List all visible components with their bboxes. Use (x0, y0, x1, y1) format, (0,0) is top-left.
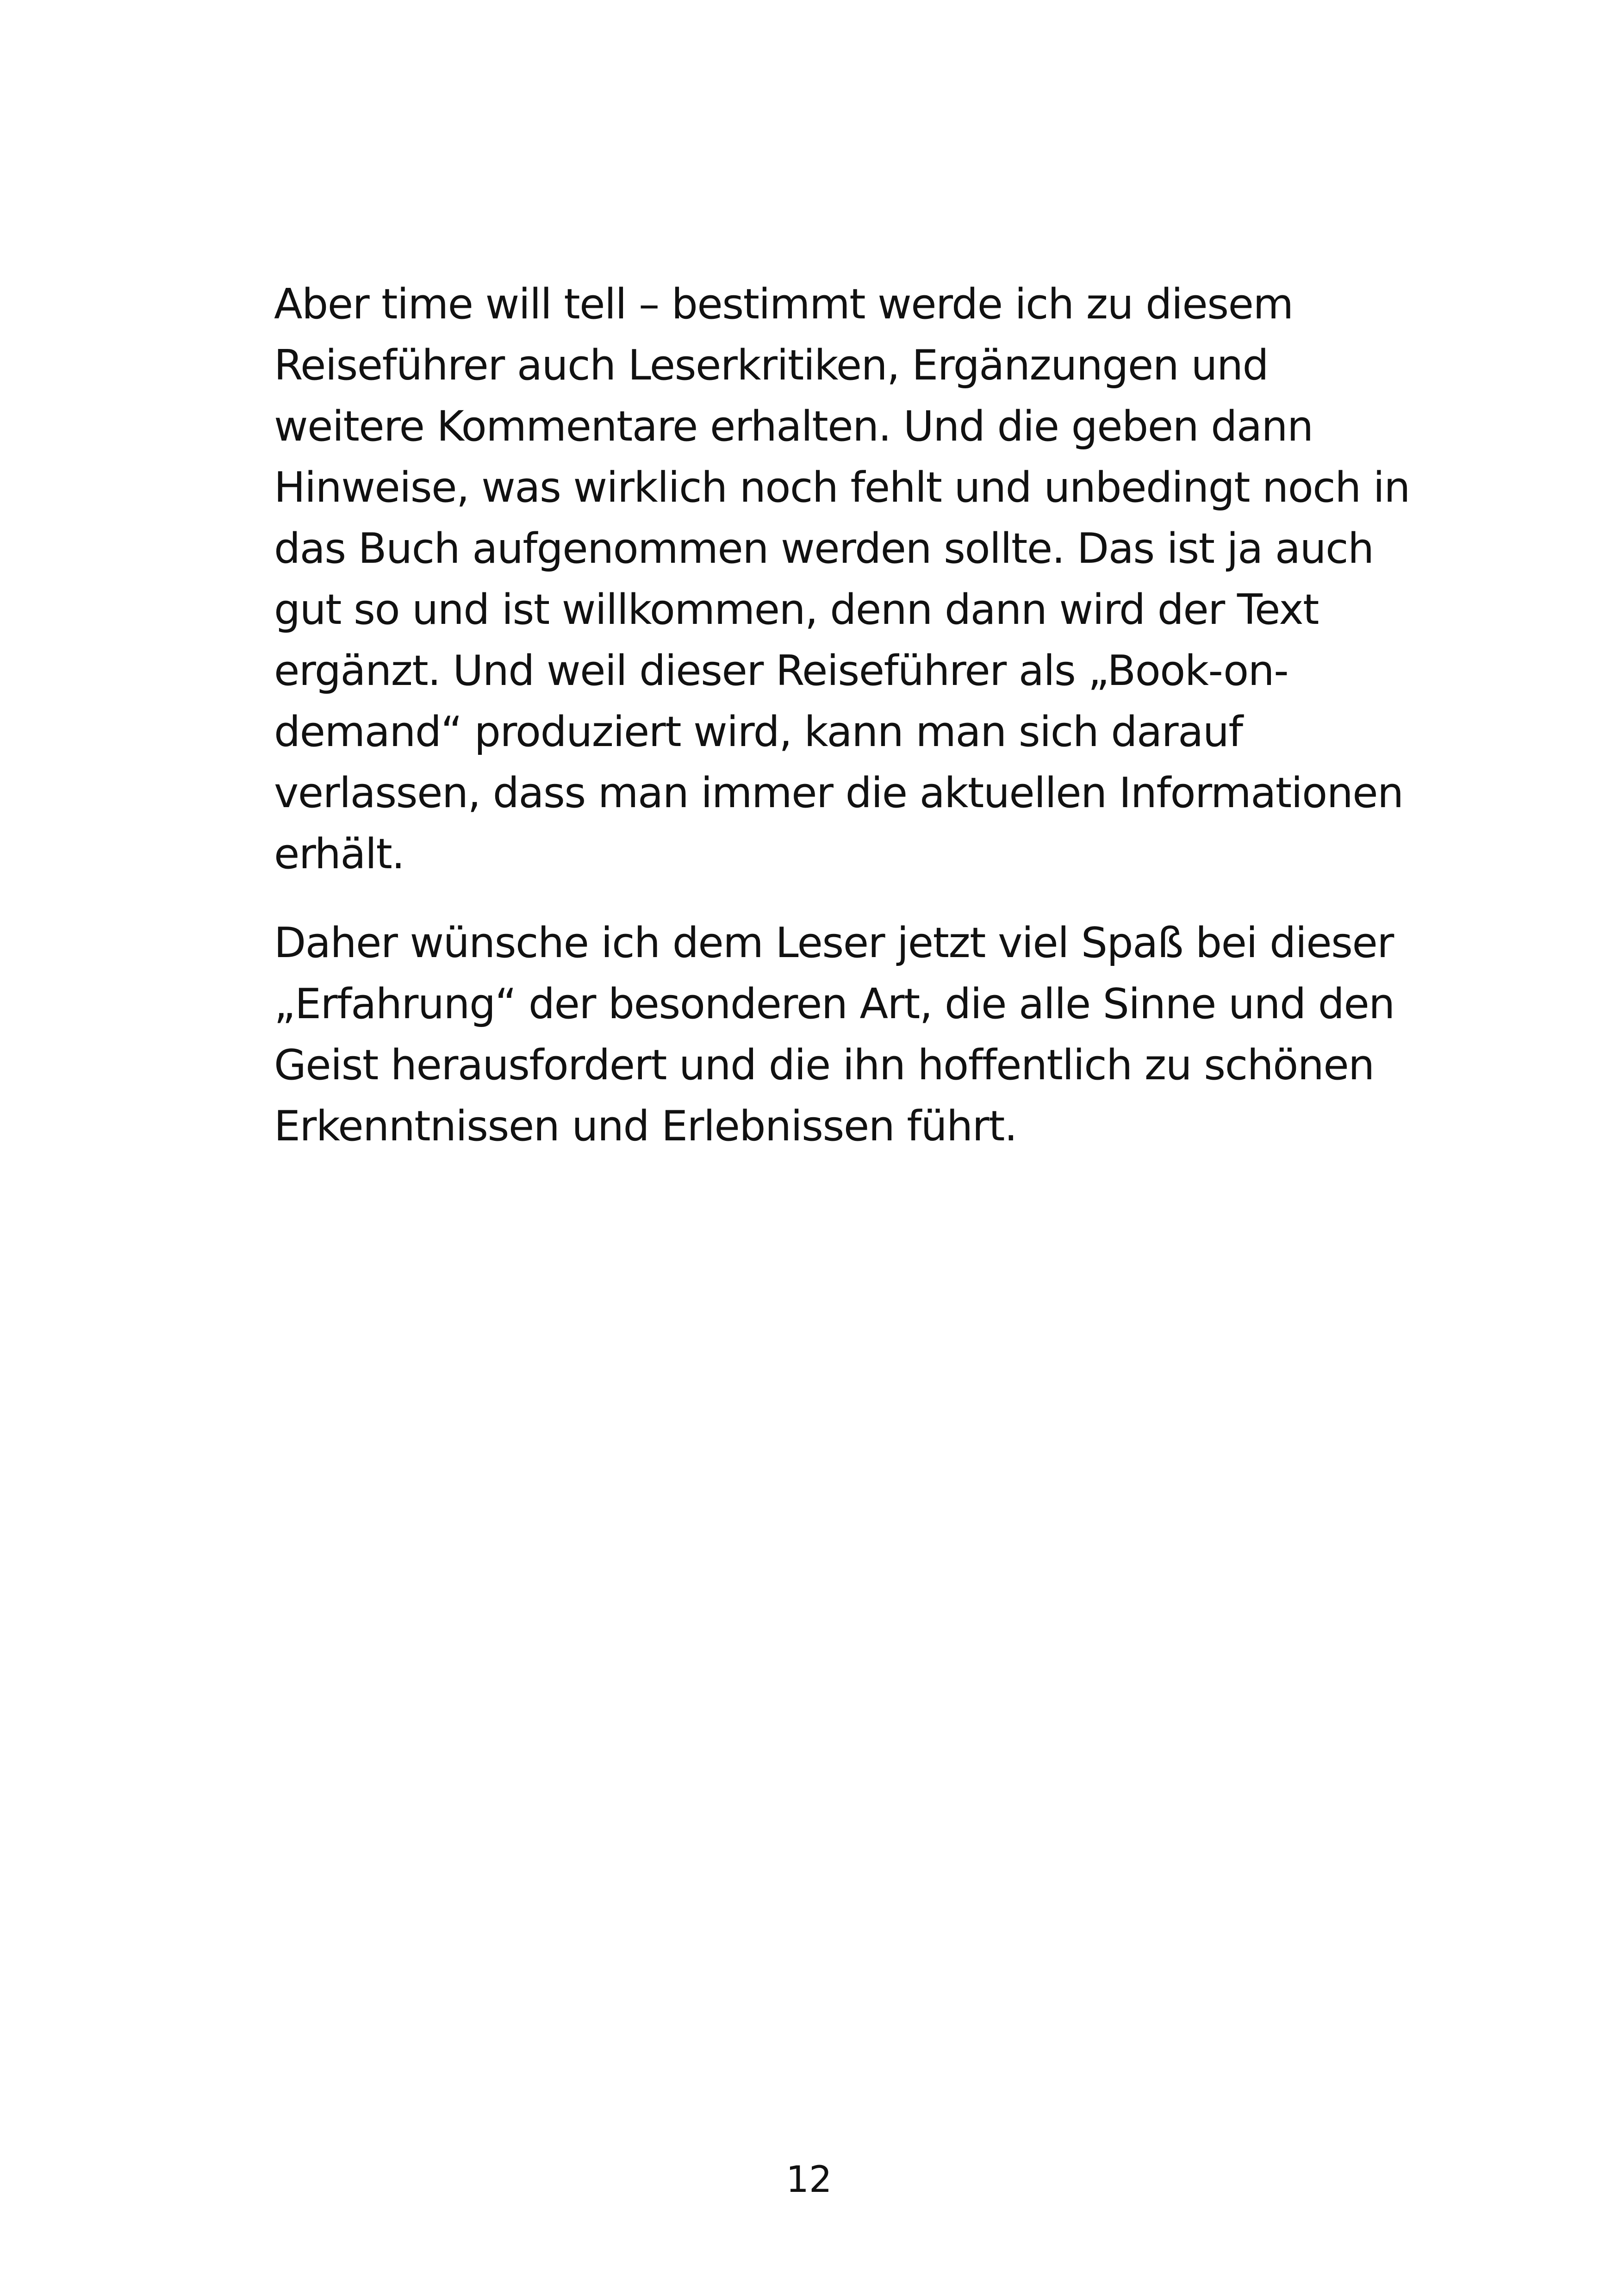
page-number: 12 (786, 2159, 832, 2201)
body-text (274, 274, 1410, 1157)
text-line: weitere Kommentare erhalten. Und die geben dann (274, 402, 1313, 451)
text-line: Geist herausfordert und die ihn hoffentlich zu schönen (274, 1041, 1374, 1089)
text-line: Reiseführer auch Leserkritiken, Ergänzungen und (274, 341, 1269, 390)
text-line: ergänzt. Und weil dieser Reiseführer als „Book-on- (274, 647, 1288, 695)
paragraph-1 (274, 274, 1410, 885)
text-line: erhält. (274, 830, 404, 878)
text-line: das Buch aufgenommen werden sollte. Das ist ja auch (274, 524, 1374, 573)
text-line: „Erfahrung“ der besonderen Art, die alle Sinne und den (274, 980, 1394, 1028)
text-line: Erkenntnissen und Erlebnissen führt. (274, 1102, 1017, 1151)
text-line: Hinweise, was wirklich noch fehlt und unbedingt noch in (274, 463, 1410, 512)
text-line: Daher wünsche ich dem Leser jetzt viel Spaß bei dieser (274, 919, 1394, 967)
text-line: gut so und ist willkommen, denn dann wird der Text (274, 585, 1319, 634)
text-line: demand“ produziert wird, kann man sich darauf (274, 708, 1243, 756)
text-line: verlassen, dass man immer die aktuellen Informationen (274, 769, 1403, 817)
text-line: Aber time will tell – bestimmt werde ich zu diesem (274, 280, 1293, 329)
paragraph-2 (274, 913, 1394, 1157)
